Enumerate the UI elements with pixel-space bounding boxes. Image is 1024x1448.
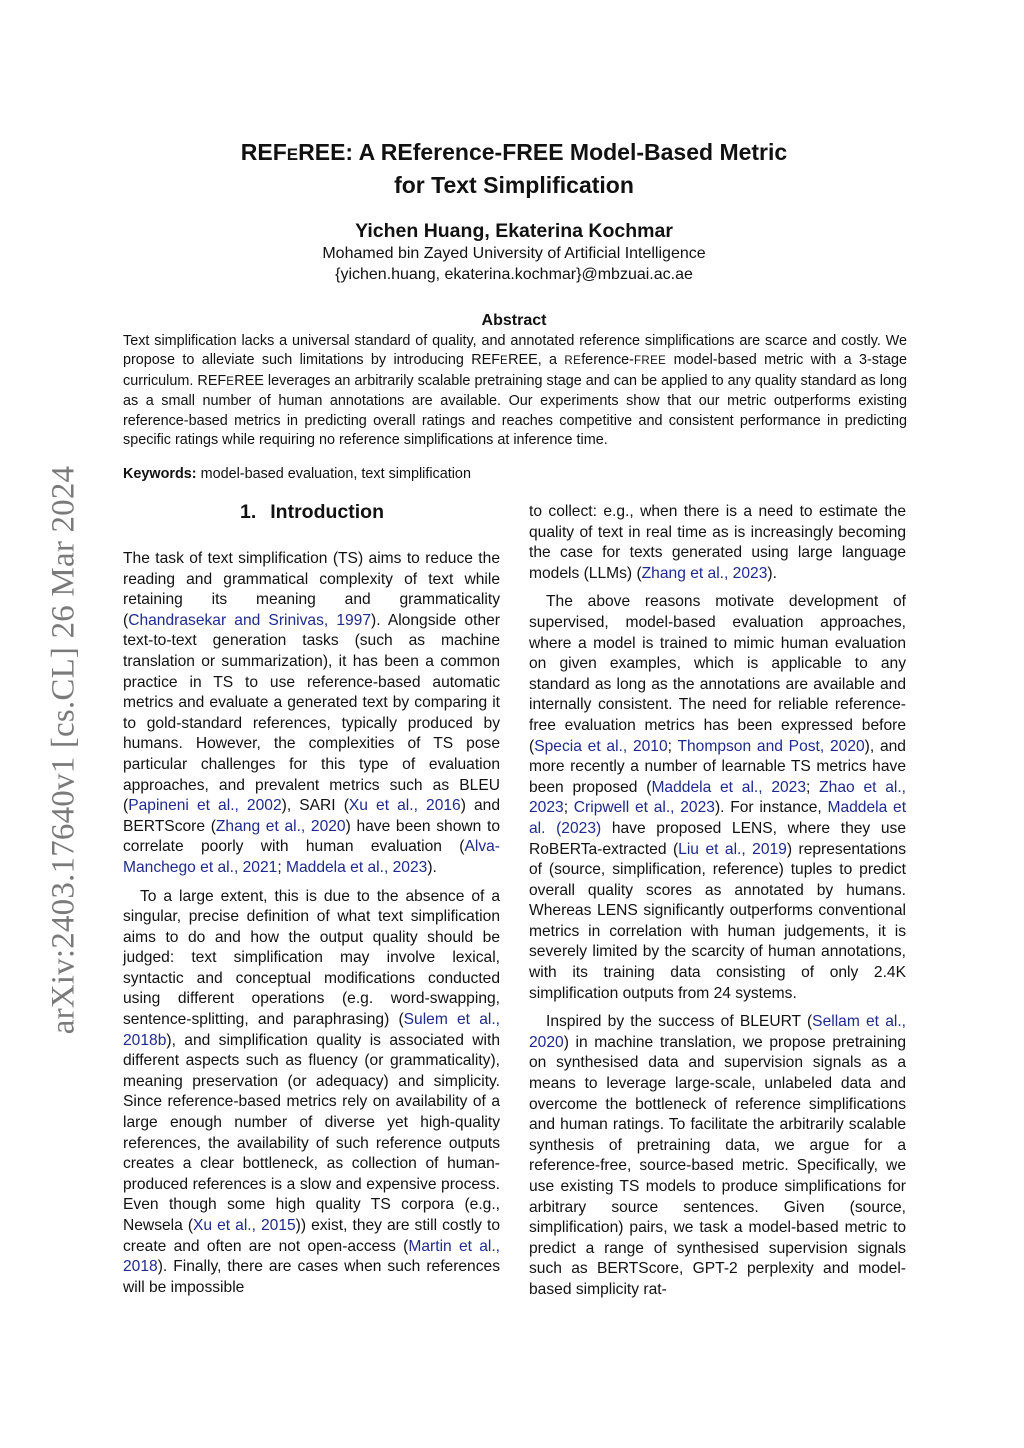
re-ference: ference- <box>581 352 634 369</box>
paragraph <box>123 887 500 1299</box>
keywords-text: model-based evaluation, text simplification <box>196 466 471 482</box>
body-text: The task of text simplification (TS) aims to reduce the reading and grammatical complexity of text while retaining its meaning and grammaticality ( <box>123 550 500 629</box>
citation-link[interactable]: Zhang et al., 2020 <box>215 817 346 835</box>
body-text: ; <box>667 737 678 755</box>
abstract-heading: Abstract <box>481 312 547 329</box>
abstract-sentence-1: Text simplification lacks a universal standard of quality, and annotated reference simplifications are scarce and costly. We propose to alleviate such limitations by introducing <box>123 333 907 369</box>
metric-name2-a: REF <box>197 372 227 389</box>
paragraph <box>529 592 906 1004</box>
body-text: Inspired by the success of BLEURT ( <box>546 1013 813 1031</box>
body-text: ), SARI ( <box>281 797 349 815</box>
citation-link[interactable]: Papineni et al., 2002 <box>128 797 282 815</box>
body-text: ). Finally, there are cases when such references will be impossible <box>123 1258 500 1296</box>
body-text: ), and simplification quality is associated with different aspects such as fluency (or grammaticality), meaning preservation (or adequacy) and simplicity. Since reference-based metrics rely on availability of a large enough number of diverse yet high-quality references, the availability of such reference outputs creates a clear bottleneck, as collection of human-produced references is a slow and expensive process. Even though some high quality TS corpora (e.g., Newsela ( <box>123 1031 500 1234</box>
body-text: )) exist, they are still costly to create and often are not open-access ( <box>123 1217 500 1255</box>
citation-link[interactable]: Alva-Manchego et al., 2021 <box>123 838 500 876</box>
body-text: ) representations of (source, simplification, reference) tuples to predict overall quality scores as annotated by humans. Whereas LENS significantly outperforms conventional metrics in correlation with human judgements, it is severely limited by the scarcity of human annotations, with its training data consisting of only 2.4K simplification outputs from 24 systems. <box>529 840 906 1002</box>
body-text: ). <box>767 564 777 582</box>
citation-link[interactable]: Maddela et al., 2023 <box>651 778 807 796</box>
body-text: ). Alongside other text-to-text generation tasks (such as machine translation or summarization), it has been a common practice in TS to use reference-based automatic metrics and evaluate a generated text by comparing it to gold-standard references, typically produced by humans. However, the complexities of TS pose particular challenges for this type of evaluation approaches, and prevalent metrics such as BLEU ( <box>123 611 500 815</box>
citation-link[interactable]: Xu et al., 2016 <box>348 797 461 815</box>
title-line1-suffix: REE: A REference-FREE Model-Based Metric <box>298 139 788 165</box>
citation-link[interactable]: Specia et al., 2010 <box>534 737 668 755</box>
metric-name2-b: E <box>226 375 235 388</box>
free-smallcap: FREE <box>633 355 667 368</box>
citation-link[interactable]: Maddela et al. (2023) <box>529 799 907 837</box>
citation-link[interactable]: Zhao et al., 2023 <box>529 778 907 817</box>
paragraph <box>123 549 500 879</box>
body-text: to collect: e.g., when there is a need to estimate the quality of text in real time as is increasingly becoming the case for texts generated using large language models (LLMs) ( <box>529 503 906 582</box>
body-text: ) and BERTScore ( <box>123 797 501 835</box>
citation-link[interactable]: Liu et al., 2019 <box>678 840 787 858</box>
citation-link[interactable]: Cripwell et al., 2023 <box>573 799 715 817</box>
author-email: {yichen.huang, ekaterina.kochmar}@mbzuai.ac.ae <box>335 266 693 283</box>
keywords-line <box>123 465 907 484</box>
body-text: ; <box>806 778 820 796</box>
body-text: ; <box>277 858 286 876</box>
body-text: ) in machine translation, we propose pretraining on synthesised data and supervision signals as a means to leverage large-scale, unlabeled data and overcome the bottleneck of reference simplifications and human ratings. To facilitate the arbitrarily scalable synthesis of pretraining data, we argue for a reference-free, source-based metric. Specifically, we use existing TS models to produce simplifications for arbitrary source sentences. Given (source, simplification) pairs, we task a model-based metric to predict a range of synthesised supervision signals such as BERTScore, GPT-2 perplexity and model-based simplicity rat- <box>529 1033 906 1298</box>
keywords-label: Keywords: <box>123 466 197 482</box>
citation-link[interactable]: Sellam et al., 2020 <box>529 1013 906 1051</box>
citation-link[interactable]: Zhang et al., 2023 <box>641 564 768 582</box>
left-column <box>123 549 500 1306</box>
paragraph <box>529 502 906 584</box>
body-text: ). <box>427 858 437 876</box>
body-text: ). For instance, <box>714 799 828 817</box>
title-line1-smallcap: E <box>286 145 299 164</box>
author-names: Yichen Huang, Ekaterina Kochmar <box>355 220 673 242</box>
abstract-text <box>123 332 907 450</box>
section-title-text: Introduction <box>270 501 384 523</box>
title-line2: for Text Simplification <box>394 172 634 198</box>
metric-name-c: REE <box>508 352 538 369</box>
body-text: The above reasons motivate development of supervised, model-based evaluation approaches, where a model is trained to mimic human evaluation on given examples, which is applicable to any standard as long as the annotations are available and internally consistent. The need for reliable reference-free evaluation metrics has been expressed before ( <box>529 593 906 755</box>
section-heading-introduction <box>123 500 501 524</box>
body-text: ), and more recently a number of learnable TS metrics have been proposed ( <box>529 737 906 796</box>
metric-name2-c: REE <box>234 372 264 389</box>
metric-name-a: REF <box>471 352 501 369</box>
section-number: 1. <box>240 501 257 523</box>
citation-link[interactable]: Sulem et al., 2018b <box>123 1011 500 1049</box>
citation-link[interactable]: Martin et al., 2018 <box>123 1237 501 1276</box>
body-text: ; <box>563 799 574 817</box>
body-text: To a large extent, this is due to the absence of a singular, precise definition of what text simplification aims to do and how the output quality should be judged: text simplification may involve lexical, syntactic and conceptual modifications conducted using different operations (e.g. word-swapping, sentence-splitting, and paraphrasing) ( <box>123 887 500 1029</box>
abstract-sentence-3: model-based metric with a 3-stage curriculum. <box>123 352 907 389</box>
body-text: ) have been shown to correlate poorly with human evaluation ( <box>123 817 500 856</box>
citation-link[interactable]: Chandrasekar and Srinivas, 1997 <box>128 611 372 629</box>
paper-title <box>150 137 878 201</box>
right-column <box>529 502 906 1309</box>
re-smallcap: RE <box>564 355 582 368</box>
citation-link[interactable]: Xu et al., 2015 <box>193 1217 296 1234</box>
citation-link[interactable]: Maddela et al., 2023 <box>286 858 428 876</box>
abstract-sentence-4: leverages an arbitrarily scalable pretraining stage and can be applied to any quality standard as long as a small number of human annotations are available. Our experiments show that our metric outperforms existing reference-based metrics in predicting overall ratings and reaches competitive and consistent performance in predicting specific ratings while requiring no reference simplifications at inference time. <box>123 372 907 449</box>
author-affiliation: Mohamed bin Zayed University of Artificial Intelligence <box>322 245 706 262</box>
abstract-sentence-2: , a <box>537 352 565 369</box>
title-line1-prefix: REF <box>240 139 287 165</box>
metric-name-b: E <box>500 355 509 368</box>
arxiv-side-stamp: arXiv:2403.17640v1 [cs.CL] 26 Mar 2024 <box>45 465 82 1035</box>
citation-link[interactable]: Thompson and Post, 2020 <box>677 737 865 755</box>
paragraph <box>529 1012 906 1300</box>
body-text: have proposed LENS, where they use RoBERTa-extracted ( <box>529 819 906 858</box>
